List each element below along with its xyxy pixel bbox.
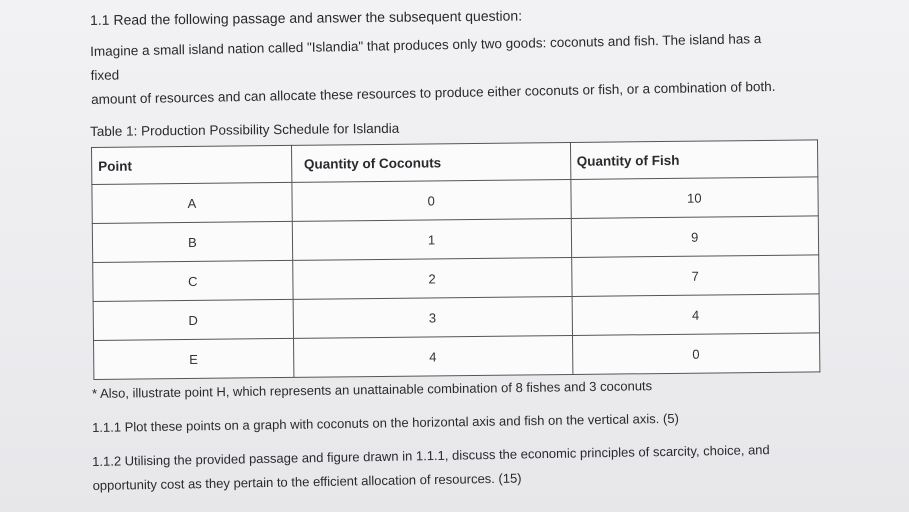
cell-coconuts: 3 (293, 296, 572, 338)
table-caption: Table 1: Production Possibility Schedule for Islandia (90, 120, 400, 139)
cell-coconuts: 1 (292, 218, 571, 260)
cell-coconuts: 2 (292, 257, 571, 299)
question-1-1-2-line-2: opportunity cost as they pertain to the efficient allocation of resources. (15) (92, 470, 522, 493)
passage-line-1: Imagine a small island nation called "Islandia" that produces only two goods: coconuts and fish. The island has a fixed (90, 31, 762, 83)
cell-fish: 9 (571, 216, 819, 258)
question-1-1-1: 1.1.1 Plot these points on a graph with coconuts on the horizontal axis and fish on the vertical axis. (5) (92, 410, 679, 435)
cell-point: D (93, 299, 293, 340)
cell-point: C (93, 260, 293, 301)
footnote: * Also, illustrate point H, which represents an unattainable combination of 8 fishes and 3 coconuts (92, 378, 653, 401)
cell-point: B (92, 221, 292, 262)
header-fish: Quantity of Fish (570, 140, 818, 180)
cell-fish: 7 (571, 255, 819, 297)
passage (90, 27, 791, 112)
cell-coconuts: 4 (293, 335, 572, 377)
question-1-1-2-line-1: 1.1.2 Utilising the provided passage and figure drawn in 1.1.1, discuss the economic principles of scarcity, choice, and (92, 442, 770, 469)
cell-fish: 4 (572, 294, 820, 336)
header-point: Point (92, 145, 292, 184)
passage-line-2: amount of resources and can allocate these resources to produce either coconuts or fish, or a combination of both. (90, 78, 776, 107)
production-possibility-table (91, 139, 820, 380)
table-row (94, 333, 820, 380)
header-coconuts: Quantity of Coconuts (291, 142, 570, 182)
cell-fish: 0 (572, 333, 820, 375)
cell-point: E (94, 338, 294, 379)
cell-point: A (92, 182, 292, 223)
cell-coconuts: 0 (292, 179, 571, 221)
question-heading: 1.1 Read the following passage and answer the subsequent question: (90, 7, 523, 28)
question-1-1-2 (92, 437, 833, 498)
cell-fish: 10 (570, 177, 818, 219)
